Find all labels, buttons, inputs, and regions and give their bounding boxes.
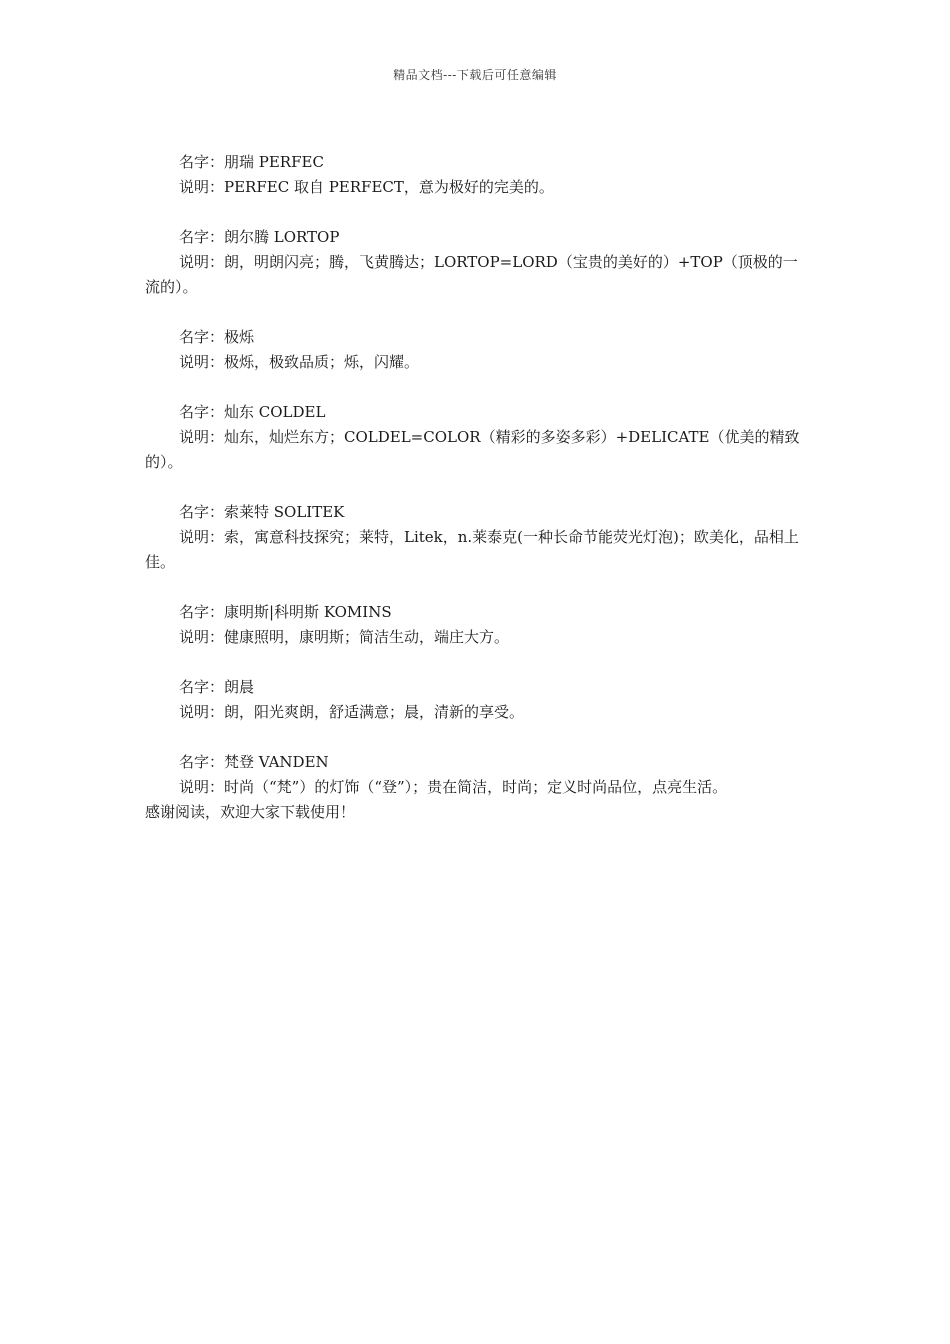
- entry-description: 说明：健康照明，康明斯；简洁生动，端庄大方。: [179, 628, 510, 646]
- entry-name: 名字：朗晨: [179, 678, 255, 696]
- entry-description: 说明：PERFEC 取自 PERFECT，意为极好的完美的。: [179, 178, 554, 196]
- entry-name: 名字：康明斯|科明斯 KOMINS: [179, 603, 392, 621]
- entry-name: 名字：梵登 VANDEN: [179, 753, 329, 771]
- entry-name: 名字：灿东 COLDEL: [179, 403, 326, 421]
- closing-text: 感谢阅读，欢迎大家下载使用！: [145, 803, 356, 821]
- entry-description: 说明：时尚（“梵”）的灯饰（“登”）；贵在简洁，时尚；定义时尚品位，点亮生活。: [179, 778, 728, 796]
- entry-vanden: [145, 750, 807, 800]
- entry-name: 名字：朋瑞 PERFEC: [179, 153, 324, 171]
- entry-description: 说明：灿东，灿烂东方；COLDEL=COLOR（精彩的多姿多彩）+DELICATE（优美的精致的）。: [145, 428, 800, 471]
- entry-langchen: [145, 675, 807, 725]
- entry-coldel: [145, 400, 807, 475]
- entry-perfec: [145, 150, 807, 200]
- page-header: 精品文档---下载后可任意编辑: [393, 68, 557, 82]
- entry-jishuo: [145, 325, 807, 375]
- document-body: [145, 150, 807, 825]
- entry-solitek: [145, 500, 807, 575]
- entry-lortop: [145, 225, 807, 300]
- entry-name: 名字：朗尔腾 LORTOP: [179, 228, 340, 246]
- entry-description: 说明：极烁，极致品质；烁，闪耀。: [179, 353, 420, 371]
- entry-description: 说明：朗，明朗闪亮；腾，飞黄腾达；LORTOP=LORD（宝贵的美好的）+TOP（顶极的一流的）。: [145, 253, 798, 296]
- entry-name: 名字：索莱特 SOLITEK: [179, 503, 345, 521]
- entry-name: 名字：极烁: [179, 328, 255, 346]
- entry-description: 说明：索，寓意科技探究；莱特，Litek，n.莱泰克(一种长命节能荧光灯泡)；欧美化，品相上佳。: [145, 528, 799, 571]
- entry-komins: [145, 600, 807, 650]
- entry-description: 说明：朗，阳光爽朗，舒适满意；晨，清新的享受。: [179, 703, 525, 721]
